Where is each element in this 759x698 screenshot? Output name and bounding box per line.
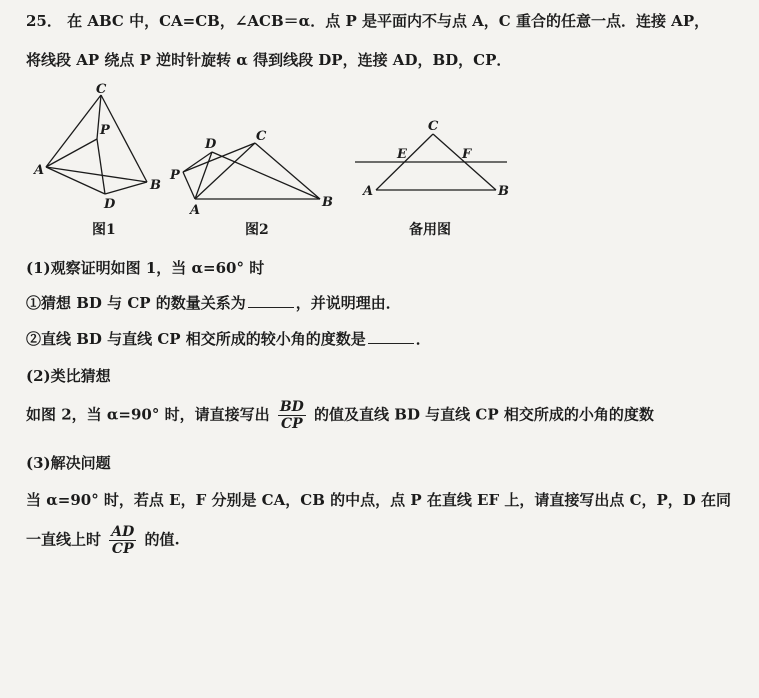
part1-q2-before: ②直线 BD 与直线 CP 相交所成的较小角的度数是 (26, 330, 366, 348)
fig1-segment-ap (46, 139, 97, 167)
fig2-segment-ca (195, 143, 255, 199)
fig1-segment-pd (97, 139, 105, 194)
fraction-ad-over-cp (109, 524, 136, 557)
fig2-label-a: A (190, 203, 201, 218)
fig3-label-a: A (363, 184, 374, 199)
fig3-label-b: B (498, 184, 509, 199)
part1-q1-before: ①猜想 BD 与 CP 的数量关系为 (26, 294, 246, 312)
problem-number: 25． (26, 12, 62, 30)
part1-q2-answer-blank[interactable] (368, 329, 414, 344)
fraction-numerator: AD (111, 524, 135, 540)
fig2-label-p: P (170, 168, 180, 183)
problem-line-2 (26, 49, 511, 70)
fig2-label-b: B (322, 195, 333, 210)
part1-q2-after: ． (415, 330, 431, 348)
part2-after: 的值及直线 BD 与直线 CP 相交所成的小角的度数 (314, 405, 654, 424)
problem-text-2: 将线段 AP 绕点 P 逆时针旋转 α 得到线段 DP，连接 AD，BD，CP． (26, 51, 512, 69)
part1-q1-after: ，并说明理由． (295, 294, 401, 312)
part3-line-1: 当 α=90° 时，若点 E，F 分别是 CA，CB 的中点，点 P 在直线 EF 上，请直接写出点 C，P，D 在同 (26, 491, 732, 509)
fig2-segment-pc (183, 143, 255, 172)
fig1-label-d: D (104, 197, 116, 212)
part1-q1-answer-blank[interactable] (248, 293, 294, 308)
figure-3-diagram (355, 134, 507, 190)
figures-area (0, 82, 759, 242)
fig1-segment-ca (46, 95, 101, 167)
part1-question-2 (26, 328, 431, 349)
part2-question (26, 399, 654, 432)
fig1-segment-bd (105, 182, 147, 194)
problem-text-1: 在 ABC 中，CA=CB，∠ACB＝α．点 P 是平面内不与点 A，C 重合的任意一点．连接 AP， (67, 12, 710, 30)
part3-before: 一直线上时 (26, 530, 102, 549)
fig1-label-p: P (100, 123, 110, 138)
figure-1-diagram (46, 95, 147, 194)
fig3-label-e: E (397, 147, 407, 162)
part1-question-1 (26, 292, 401, 313)
part2-before: 如图 2，当 α=90° 时，请直接写出 (26, 405, 270, 424)
fig1-label-b: B (150, 178, 161, 193)
part3-title: (3)解决问题 (26, 454, 111, 472)
fig2-label-d: D (205, 137, 217, 152)
fig2-segment-pa (183, 172, 195, 199)
fig1-label-c: C (96, 82, 107, 97)
fig1-label-a: A (34, 163, 45, 178)
fraction-bd-over-cp (278, 399, 306, 432)
fig3-label-f: F (462, 147, 472, 162)
figure-3-caption: 备用图 (409, 222, 451, 238)
fig3-label-c: C (428, 119, 439, 134)
fig2-segment-cb (255, 143, 320, 199)
fig1-segment-cb (101, 95, 147, 182)
figure-2-caption: 图2 (245, 222, 269, 238)
fraction-denominator: CP (111, 541, 134, 557)
part3-line-2 (26, 524, 180, 557)
fraction-numerator: BD (279, 399, 304, 415)
figure-2-diagram (183, 143, 320, 199)
part3-after: 的值. (144, 530, 180, 549)
part1-title: (1)观察证明如图 1，当 α=60° 时 (26, 259, 265, 277)
fraction-denominator: CP (280, 416, 303, 432)
part2-title: (2)类比猜想 (26, 367, 111, 385)
figure-1-caption: 图1 (92, 222, 116, 238)
fig2-label-c: C (256, 129, 267, 144)
fig2-segment-db (212, 152, 320, 199)
problem-line-1 (26, 10, 709, 31)
